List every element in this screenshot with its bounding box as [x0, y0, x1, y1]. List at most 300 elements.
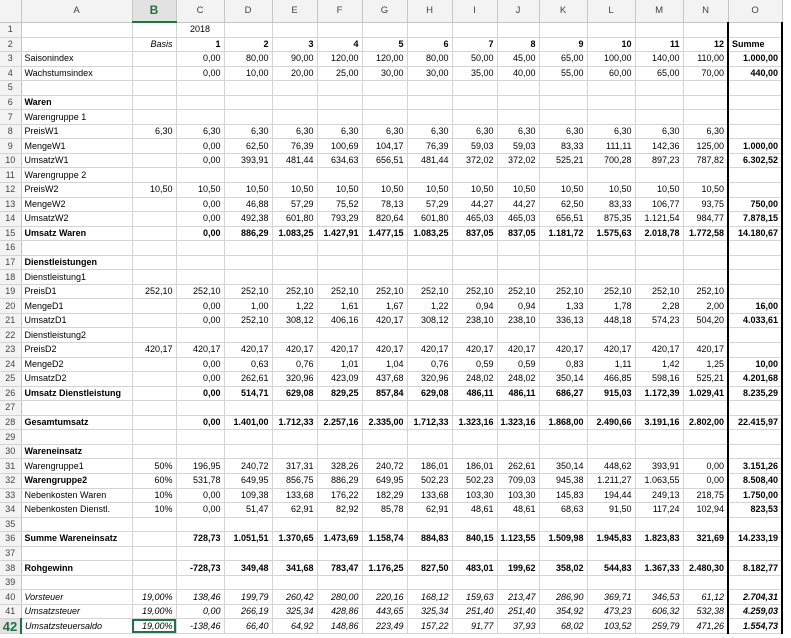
- cell-k28[interactable]: 1.868,00: [539, 415, 587, 430]
- cell-o21[interactable]: 4.033,61: [728, 313, 782, 328]
- cell-l18[interactable]: [587, 270, 635, 285]
- cell-e14[interactable]: 601,80: [272, 212, 317, 227]
- cell-j9[interactable]: 59,03: [497, 139, 539, 154]
- cell-d24[interactable]: 0,63: [224, 357, 272, 372]
- cell-o4[interactable]: 440,00: [728, 66, 782, 81]
- cell-n17[interactable]: [683, 255, 728, 270]
- cell-m16[interactable]: [635, 241, 683, 256]
- cell-b31[interactable]: 50%: [132, 459, 176, 474]
- cell-c35[interactable]: [176, 517, 224, 532]
- column-header-k[interactable]: K: [539, 0, 587, 22]
- cell-h38[interactable]: 827,50: [407, 561, 452, 576]
- cell-n25[interactable]: 525,21: [683, 372, 728, 387]
- cell-g13[interactable]: 78,13: [362, 197, 407, 212]
- column-header-n[interactable]: N: [683, 0, 728, 22]
- cell-c34[interactable]: 0,00: [176, 503, 224, 518]
- row-header-12[interactable]: 12: [0, 183, 21, 198]
- cell-h36[interactable]: 884,83: [407, 532, 452, 547]
- cell-e8[interactable]: 6,30: [272, 124, 317, 139]
- cell-a22[interactable]: Dienstleistung2: [21, 328, 132, 343]
- row-header-37[interactable]: 37: [0, 546, 21, 561]
- row-header-24[interactable]: 24: [0, 357, 21, 372]
- cell-b14[interactable]: [132, 212, 176, 227]
- row-header-11[interactable]: 11: [0, 168, 21, 183]
- cell-a25[interactable]: UmsatzD2: [21, 372, 132, 387]
- cell-g27[interactable]: [362, 401, 407, 416]
- cell-b8[interactable]: 6,30: [132, 124, 176, 139]
- cell-l27[interactable]: [587, 401, 635, 416]
- cell-o3[interactable]: 1.000,00: [728, 52, 782, 67]
- cell-e27[interactable]: [272, 401, 317, 416]
- cell-a13[interactable]: MengeW2: [21, 197, 132, 212]
- cell-j18[interactable]: [497, 270, 539, 285]
- cell-k13[interactable]: 62,50: [539, 197, 587, 212]
- cell-i33[interactable]: 103,30: [452, 488, 497, 503]
- cell-a33[interactable]: Nebenkosten Waren: [21, 488, 132, 503]
- cell-l39[interactable]: [587, 575, 635, 590]
- cell-d17[interactable]: [224, 255, 272, 270]
- column-header-f[interactable]: F: [317, 0, 362, 22]
- cell-h42[interactable]: 157,22: [407, 619, 452, 634]
- cell-i16[interactable]: [452, 241, 497, 256]
- cell-j3[interactable]: 45,00: [497, 52, 539, 67]
- cell-l2[interactable]: 10: [587, 37, 635, 52]
- cell-o24[interactable]: 10,00: [728, 357, 782, 372]
- cell-n38[interactable]: 2.480,30: [683, 561, 728, 576]
- cell-n4[interactable]: 70,00: [683, 66, 728, 81]
- cell-h25[interactable]: 320,96: [407, 372, 452, 387]
- cell-f19[interactable]: 252,10: [317, 284, 362, 299]
- cell-k17[interactable]: [539, 255, 587, 270]
- cell-d12[interactable]: 10,50: [224, 183, 272, 198]
- cell-d40[interactable]: 199,79: [224, 590, 272, 605]
- cell-k24[interactable]: 0,83: [539, 357, 587, 372]
- cell-b33[interactable]: 10%: [132, 488, 176, 503]
- cell-g30[interactable]: [362, 444, 407, 459]
- cell-l21[interactable]: 448,18: [587, 313, 635, 328]
- cell-e17[interactable]: [272, 255, 317, 270]
- cell-l29[interactable]: [587, 430, 635, 445]
- cell-a11[interactable]: Warengruppe 2: [21, 168, 132, 183]
- cell-m33[interactable]: 249,13: [635, 488, 683, 503]
- cell-n9[interactable]: 125,00: [683, 139, 728, 154]
- cell-f12[interactable]: 10,50: [317, 183, 362, 198]
- cell-h12[interactable]: 10,50: [407, 183, 452, 198]
- cell-m10[interactable]: 897,23: [635, 153, 683, 168]
- cell-i5[interactable]: [452, 81, 497, 96]
- cell-e38[interactable]: 341,68: [272, 561, 317, 576]
- cell-o20[interactable]: 16,00: [728, 299, 782, 314]
- cell-k5[interactable]: [539, 81, 587, 96]
- cell-l7[interactable]: [587, 110, 635, 125]
- cell-k8[interactable]: 6,30: [539, 124, 587, 139]
- cell-c1[interactable]: 2018: [176, 22, 224, 37]
- cell-d1[interactable]: [224, 22, 272, 37]
- cell-g21[interactable]: 420,17: [362, 313, 407, 328]
- cell-o25[interactable]: 4.201,68: [728, 372, 782, 387]
- cell-d9[interactable]: 62,50: [224, 139, 272, 154]
- cell-h24[interactable]: 0,76: [407, 357, 452, 372]
- cell-l5[interactable]: [587, 81, 635, 96]
- cell-k38[interactable]: 358,02: [539, 561, 587, 576]
- cell-o39[interactable]: [728, 575, 782, 590]
- cell-a31[interactable]: Warengruppe1: [21, 459, 132, 474]
- cell-h13[interactable]: 57,29: [407, 197, 452, 212]
- cell-j19[interactable]: 252,10: [497, 284, 539, 299]
- cell-h23[interactable]: 420,17: [407, 343, 452, 358]
- cell-g4[interactable]: 30,00: [362, 66, 407, 81]
- cell-d35[interactable]: [224, 517, 272, 532]
- cell-a19[interactable]: PreisD1: [21, 284, 132, 299]
- cell-f31[interactable]: 328,26: [317, 459, 362, 474]
- cell-n6[interactable]: [683, 95, 728, 110]
- cell-o35[interactable]: [728, 517, 782, 532]
- cell-k42[interactable]: 68,02: [539, 619, 587, 634]
- cell-m18[interactable]: [635, 270, 683, 285]
- cell-a9[interactable]: MengeW1: [21, 139, 132, 154]
- cell-j37[interactable]: [497, 546, 539, 561]
- cell-a1[interactable]: [21, 22, 132, 37]
- row-header-16[interactable]: 16: [0, 241, 21, 256]
- column-header-j[interactable]: J: [497, 0, 539, 22]
- cell-m42[interactable]: 259,79: [635, 619, 683, 634]
- cell-g25[interactable]: 437,68: [362, 372, 407, 387]
- cell-b29[interactable]: [132, 430, 176, 445]
- cell-m26[interactable]: 1.172,39: [635, 386, 683, 401]
- cell-i24[interactable]: 0,59: [452, 357, 497, 372]
- row-header-15[interactable]: 15: [0, 226, 21, 241]
- cell-k26[interactable]: 686,27: [539, 386, 587, 401]
- row-header-41[interactable]: 41: [0, 604, 21, 619]
- cell-i39[interactable]: [452, 575, 497, 590]
- row-header-9[interactable]: 9: [0, 139, 21, 154]
- cell-m17[interactable]: [635, 255, 683, 270]
- cell-c12[interactable]: 10,50: [176, 183, 224, 198]
- cell-o31[interactable]: 3.151,26: [728, 459, 782, 474]
- cell-a24[interactable]: MengeD2: [21, 357, 132, 372]
- cell-k31[interactable]: 350,14: [539, 459, 587, 474]
- cell-n21[interactable]: 504,20: [683, 313, 728, 328]
- row-header-38[interactable]: 38: [0, 561, 21, 576]
- cell-k22[interactable]: [539, 328, 587, 343]
- column-header-b[interactable]: B: [132, 0, 176, 22]
- cell-j34[interactable]: 48,61: [497, 503, 539, 518]
- cell-m28[interactable]: 3.191,16: [635, 415, 683, 430]
- cell-i30[interactable]: [452, 444, 497, 459]
- cell-h28[interactable]: 1.712,33: [407, 415, 452, 430]
- cell-a41[interactable]: Umsatzsteuer: [21, 604, 132, 619]
- cell-m20[interactable]: 2,28: [635, 299, 683, 314]
- cell-n28[interactable]: 2.802,00: [683, 415, 728, 430]
- cell-g40[interactable]: 220,16: [362, 590, 407, 605]
- cell-i32[interactable]: 502,23: [452, 473, 497, 488]
- cell-k2[interactable]: 9: [539, 37, 587, 52]
- cell-k30[interactable]: [539, 444, 587, 459]
- cell-c14[interactable]: 0,00: [176, 212, 224, 227]
- cell-h3[interactable]: 80,00: [407, 52, 452, 67]
- cell-i37[interactable]: [452, 546, 497, 561]
- cell-e39[interactable]: [272, 575, 317, 590]
- cell-a39[interactable]: [21, 575, 132, 590]
- row-header-4[interactable]: 4: [0, 66, 21, 81]
- cell-f4[interactable]: 25,00: [317, 66, 362, 81]
- cell-c41[interactable]: 0,00: [176, 604, 224, 619]
- cell-f40[interactable]: 280,00: [317, 590, 362, 605]
- cell-b40[interactable]: 19,00%: [132, 590, 176, 605]
- row-header-29[interactable]: 29: [0, 430, 21, 445]
- cell-j13[interactable]: 44,27: [497, 197, 539, 212]
- cell-n7[interactable]: [683, 110, 728, 125]
- cell-k18[interactable]: [539, 270, 587, 285]
- cell-j6[interactable]: [497, 95, 539, 110]
- cell-n13[interactable]: 93,75: [683, 197, 728, 212]
- cell-m24[interactable]: 1,42: [635, 357, 683, 372]
- row-header-8[interactable]: 8: [0, 124, 21, 139]
- cell-o8[interactable]: [728, 124, 782, 139]
- cell-e21[interactable]: 308,12: [272, 313, 317, 328]
- cell-b39[interactable]: [132, 575, 176, 590]
- cell-n24[interactable]: 1,25: [683, 357, 728, 372]
- cell-o38[interactable]: 8.182,77: [728, 561, 782, 576]
- cell-i35[interactable]: [452, 517, 497, 532]
- cell-k34[interactable]: 68,63: [539, 503, 587, 518]
- cell-d34[interactable]: 51,47: [224, 503, 272, 518]
- cell-a23[interactable]: PreisD2: [21, 343, 132, 358]
- cell-h20[interactable]: 1,22: [407, 299, 452, 314]
- cell-k12[interactable]: 10,50: [539, 183, 587, 198]
- cell-l17[interactable]: [587, 255, 635, 270]
- cell-j5[interactable]: [497, 81, 539, 96]
- cell-l10[interactable]: 700,28: [587, 153, 635, 168]
- cell-e30[interactable]: [272, 444, 317, 459]
- cell-i14[interactable]: 465,03: [452, 212, 497, 227]
- cell-c30[interactable]: [176, 444, 224, 459]
- cell-l30[interactable]: [587, 444, 635, 459]
- cell-m2[interactable]: 11: [635, 37, 683, 52]
- cell-i8[interactable]: 6,30: [452, 124, 497, 139]
- cell-n15[interactable]: 1.772,58: [683, 226, 728, 241]
- cell-d19[interactable]: 252,10: [224, 284, 272, 299]
- cell-b25[interactable]: [132, 372, 176, 387]
- cell-e18[interactable]: [272, 270, 317, 285]
- cell-b21[interactable]: [132, 313, 176, 328]
- cell-h2[interactable]: 6: [407, 37, 452, 52]
- cell-g24[interactable]: 1,04: [362, 357, 407, 372]
- cell-m1[interactable]: [635, 22, 683, 37]
- cell-m15[interactable]: 2.018,78: [635, 226, 683, 241]
- cell-c33[interactable]: 0,00: [176, 488, 224, 503]
- row-header-1[interactable]: 1: [0, 22, 21, 37]
- cell-h14[interactable]: 601,80: [407, 212, 452, 227]
- cell-m22[interactable]: [635, 328, 683, 343]
- cell-g1[interactable]: [362, 22, 407, 37]
- cell-d31[interactable]: 240,72: [224, 459, 272, 474]
- row-header-7[interactable]: 7: [0, 110, 21, 125]
- row-header-18[interactable]: 18: [0, 270, 21, 285]
- cell-h16[interactable]: [407, 241, 452, 256]
- cell-a20[interactable]: MengeD1: [21, 299, 132, 314]
- cell-m14[interactable]: 1.121,54: [635, 212, 683, 227]
- cell-k21[interactable]: 336,13: [539, 313, 587, 328]
- cell-k41[interactable]: 354,92: [539, 604, 587, 619]
- cell-b15[interactable]: [132, 226, 176, 241]
- cell-a26[interactable]: Umsatz Dienstleistung: [21, 386, 132, 401]
- row-header-33[interactable]: 33: [0, 488, 21, 503]
- row-header-31[interactable]: 31: [0, 459, 21, 474]
- cell-n41[interactable]: 532,38: [683, 604, 728, 619]
- cell-l12[interactable]: 10,50: [587, 183, 635, 198]
- cell-d14[interactable]: 492,38: [224, 212, 272, 227]
- cell-i15[interactable]: 837,05: [452, 226, 497, 241]
- cell-b2[interactable]: Basis: [132, 37, 176, 52]
- cell-h15[interactable]: 1.083,25: [407, 226, 452, 241]
- cell-b4[interactable]: [132, 66, 176, 81]
- cell-o1[interactable]: [728, 22, 782, 37]
- cell-h40[interactable]: 168,12: [407, 590, 452, 605]
- cell-c20[interactable]: 0,00: [176, 299, 224, 314]
- cell-o27[interactable]: [728, 401, 782, 416]
- cell-n20[interactable]: 2,00: [683, 299, 728, 314]
- cell-m36[interactable]: 1.823,83: [635, 532, 683, 547]
- cell-a10[interactable]: UmsatzW1: [21, 153, 132, 168]
- cell-i12[interactable]: 10,50: [452, 183, 497, 198]
- cell-a38[interactable]: Rohgewinn: [21, 561, 132, 576]
- cell-c9[interactable]: 0,00: [176, 139, 224, 154]
- cell-h17[interactable]: [407, 255, 452, 270]
- cell-b22[interactable]: [132, 328, 176, 343]
- cell-m27[interactable]: [635, 401, 683, 416]
- cell-j24[interactable]: 0,59: [497, 357, 539, 372]
- cell-k11[interactable]: [539, 168, 587, 183]
- cell-i10[interactable]: 372,02: [452, 153, 497, 168]
- cell-g16[interactable]: [362, 241, 407, 256]
- cell-l15[interactable]: 1.575,63: [587, 226, 635, 241]
- cell-g9[interactable]: 104,17: [362, 139, 407, 154]
- cell-e41[interactable]: 325,34: [272, 604, 317, 619]
- row-header-23[interactable]: 23: [0, 343, 21, 358]
- cell-a35[interactable]: [21, 517, 132, 532]
- cell-n12[interactable]: 10,50: [683, 183, 728, 198]
- cell-b42[interactable]: 19,00%: [132, 619, 176, 634]
- row-header-2[interactable]: 2: [0, 37, 21, 52]
- cell-a15[interactable]: Umsatz Waren: [21, 226, 132, 241]
- cell-c31[interactable]: 196,95: [176, 459, 224, 474]
- cell-h34[interactable]: 62,91: [407, 503, 452, 518]
- cell-b41[interactable]: 19,00%: [132, 604, 176, 619]
- cell-k20[interactable]: 1,33: [539, 299, 587, 314]
- cell-f7[interactable]: [317, 110, 362, 125]
- cell-f13[interactable]: 75,52: [317, 197, 362, 212]
- cell-i41[interactable]: 251,40: [452, 604, 497, 619]
- cell-g26[interactable]: 857,84: [362, 386, 407, 401]
- column-header-m[interactable]: M: [635, 0, 683, 22]
- cell-g35[interactable]: [362, 517, 407, 532]
- cell-j4[interactable]: 40,00: [497, 66, 539, 81]
- cell-m41[interactable]: 606,32: [635, 604, 683, 619]
- cell-h30[interactable]: [407, 444, 452, 459]
- cell-b35[interactable]: [132, 517, 176, 532]
- cell-f20[interactable]: 1,61: [317, 299, 362, 314]
- row-header-36[interactable]: 36: [0, 532, 21, 547]
- cell-j16[interactable]: [497, 241, 539, 256]
- cell-a27[interactable]: [21, 401, 132, 416]
- cell-l1[interactable]: [587, 22, 635, 37]
- cell-g11[interactable]: [362, 168, 407, 183]
- cell-g19[interactable]: 252,10: [362, 284, 407, 299]
- cell-l36[interactable]: 1.945,83: [587, 532, 635, 547]
- cell-a4[interactable]: Wachstumsindex: [21, 66, 132, 81]
- cell-f21[interactable]: 406,16: [317, 313, 362, 328]
- cell-b12[interactable]: 10,50: [132, 183, 176, 198]
- cell-g10[interactable]: 656,51: [362, 153, 407, 168]
- cell-d5[interactable]: [224, 81, 272, 96]
- cell-m37[interactable]: [635, 546, 683, 561]
- cell-f28[interactable]: 2.257,16: [317, 415, 362, 430]
- cell-g15[interactable]: 1.477,15: [362, 226, 407, 241]
- cell-c19[interactable]: 252,10: [176, 284, 224, 299]
- cell-m3[interactable]: 140,00: [635, 52, 683, 67]
- cell-b6[interactable]: [132, 95, 176, 110]
- cell-m8[interactable]: 6,30: [635, 124, 683, 139]
- cell-a6[interactable]: Waren: [21, 95, 132, 110]
- cell-h9[interactable]: 76,39: [407, 139, 452, 154]
- cell-o12[interactable]: [728, 183, 782, 198]
- cell-n5[interactable]: [683, 81, 728, 96]
- cell-g14[interactable]: 820,64: [362, 212, 407, 227]
- cell-h1[interactable]: [407, 22, 452, 37]
- cell-l8[interactable]: 6,30: [587, 124, 635, 139]
- cell-a28[interactable]: Gesamtumsatz: [21, 415, 132, 430]
- cell-j31[interactable]: 262,61: [497, 459, 539, 474]
- cell-j11[interactable]: [497, 168, 539, 183]
- row-header-20[interactable]: 20: [0, 299, 21, 314]
- cell-m35[interactable]: [635, 517, 683, 532]
- cell-a17[interactable]: Dienstleistungen: [21, 255, 132, 270]
- cell-j40[interactable]: 213,47: [497, 590, 539, 605]
- cell-a2[interactable]: [21, 37, 132, 52]
- cell-m29[interactable]: [635, 430, 683, 445]
- cell-f16[interactable]: [317, 241, 362, 256]
- cell-e26[interactable]: 629,08: [272, 386, 317, 401]
- cell-k29[interactable]: [539, 430, 587, 445]
- cell-n39[interactable]: [683, 575, 728, 590]
- cell-n18[interactable]: [683, 270, 728, 285]
- cell-k35[interactable]: [539, 517, 587, 532]
- cell-f27[interactable]: [317, 401, 362, 416]
- cell-m25[interactable]: 598,16: [635, 372, 683, 387]
- cell-i40[interactable]: 159,63: [452, 590, 497, 605]
- cell-a42[interactable]: Umsatzsteuersaldo: [21, 619, 132, 634]
- cell-c29[interactable]: [176, 430, 224, 445]
- cell-k36[interactable]: 1.509,98: [539, 532, 587, 547]
- cell-l14[interactable]: 875,35: [587, 212, 635, 227]
- cell-c21[interactable]: 0,00: [176, 313, 224, 328]
- cell-e22[interactable]: [272, 328, 317, 343]
- cell-c5[interactable]: [176, 81, 224, 96]
- cell-c23[interactable]: 420,17: [176, 343, 224, 358]
- cell-o36[interactable]: 14.233,19: [728, 532, 782, 547]
- cell-j23[interactable]: 420,17: [497, 343, 539, 358]
- cell-o17[interactable]: [728, 255, 782, 270]
- cell-l35[interactable]: [587, 517, 635, 532]
- cell-j14[interactable]: 465,03: [497, 212, 539, 227]
- cell-d2[interactable]: 2: [224, 37, 272, 52]
- cell-h18[interactable]: [407, 270, 452, 285]
- cell-i17[interactable]: [452, 255, 497, 270]
- cell-n29[interactable]: [683, 430, 728, 445]
- cell-d11[interactable]: [224, 168, 272, 183]
- cell-k9[interactable]: 83,33: [539, 139, 587, 154]
